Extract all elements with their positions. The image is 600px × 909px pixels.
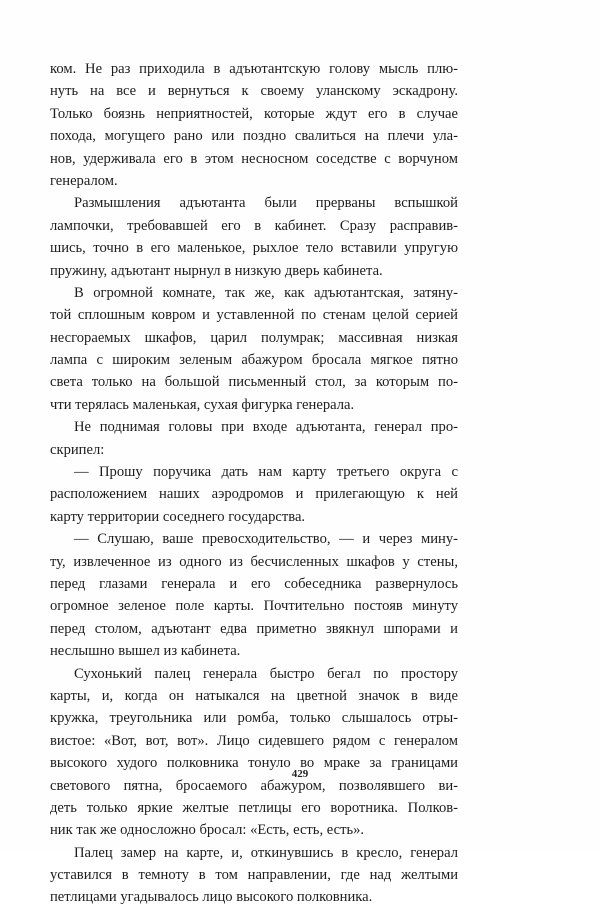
text-line: нуть на все и вернуться к своему уланскому эскадрону. <box>50 83 458 100</box>
text-line: перед глазами генерала и его собеседника развернулось <box>50 575 458 592</box>
text-line: несгораемых шкафов, царил полумрак; массивная низкая <box>50 329 458 346</box>
text-line: похода, могущего рано или поздно свалиться на плечи ула- <box>50 128 458 145</box>
text-line: светового пятна, бросаемого абажуром, позволявшего ви- <box>50 777 458 794</box>
text-line: Только боязнь неприятностей, которые ждут его в случае <box>50 105 458 122</box>
text-line: света только на большой письменный стол, за которым по- <box>50 374 458 391</box>
text-line: скрипел: <box>50 441 105 458</box>
paragraph <box>50 58 458 192</box>
text-line: вистое: «Вот, вот, вот». Лицо сидевшего рядом с генералом <box>50 732 458 749</box>
text-line: шись, точно в его маленькое, рыхлое тело вставили упругую <box>50 240 458 257</box>
text-line: карты, и, когда он натыкался на цветной значок в виде <box>50 687 458 704</box>
text-line: — Прошу поручика дать нам карту третьего округа с <box>74 464 458 481</box>
paragraph <box>50 282 458 416</box>
text-line: деть только яркие желтые петлицы его воротника. Полков- <box>50 799 458 816</box>
text-line: ту, извлеченное из одного из бесчисленных шкафов у стены, <box>50 553 458 570</box>
paragraph <box>50 416 458 461</box>
text-line: той сплошным ковром и уставленной по стенам целой серией <box>50 307 458 324</box>
text-line: нов, удерживала его в этом несносном соседстве с ворчуном <box>50 150 458 167</box>
text-line: чти терялась маленькая, сухая фигурка генерала. <box>50 396 355 413</box>
text-line: Размышления адъютанта были прерваны вспышкой <box>74 195 458 212</box>
paragraph <box>50 663 458 842</box>
text-line: Не поднимая головы при входе адъютанта, генерал про- <box>74 419 458 436</box>
text-line: неслышно вышел из кабинета. <box>50 643 241 660</box>
text-line: петлицами угадывалось лицо высокого полковника. <box>50 889 373 906</box>
text-line: ком. Не раз приходила в адъютантскую голову мысль плю- <box>50 61 458 77</box>
paragraph <box>50 528 458 662</box>
text-line: уставился в темноту в том направлении, где над желтыми <box>50 867 458 884</box>
text-line: Палец замер на карте, и, откинувшись в кресло, генерал <box>74 844 458 861</box>
text-line: высокого худого полковника тонуло во мраке за границами <box>50 755 458 772</box>
text-line: Сухонький палец генерала быстро бегал по простору <box>74 665 458 682</box>
paragraph <box>50 192 458 282</box>
page-number: 429 <box>291 768 309 780</box>
text-line: пружину, адъютант нырнул в низкую дверь кабинета. <box>50 262 383 279</box>
text-line: огромное зеленое поле карты. Почтительно постояв минуту <box>50 598 458 615</box>
text-line: расположением наших аэродромов и прилегающую к ней <box>50 486 458 503</box>
text-line: лампа с широким зеленым абажуром бросала мягкое пятно <box>50 352 458 369</box>
text-line: — Слушаю, ваше превосходительство, — и через мину- <box>74 531 458 548</box>
text-line: ник так же односложно бросал: «Есть, есть, есть». <box>50 822 365 839</box>
body-text <box>50 58 458 909</box>
text-line: В огромной комнате, так же, как адъютантская, затяну- <box>74 284 458 301</box>
text-line: лампочки, требовавшей его в кабинет. Сразу расправив- <box>50 217 458 234</box>
text-line: кружка, треугольника или ромба, только слышалось отры- <box>50 710 458 727</box>
text-line: перед столом, адъютант едва приметно звякнул шпорами и <box>50 620 458 637</box>
paragraph <box>50 461 458 528</box>
text-line: карту территории соседнего государства. <box>50 508 306 525</box>
text-line: генералом. <box>50 172 118 189</box>
